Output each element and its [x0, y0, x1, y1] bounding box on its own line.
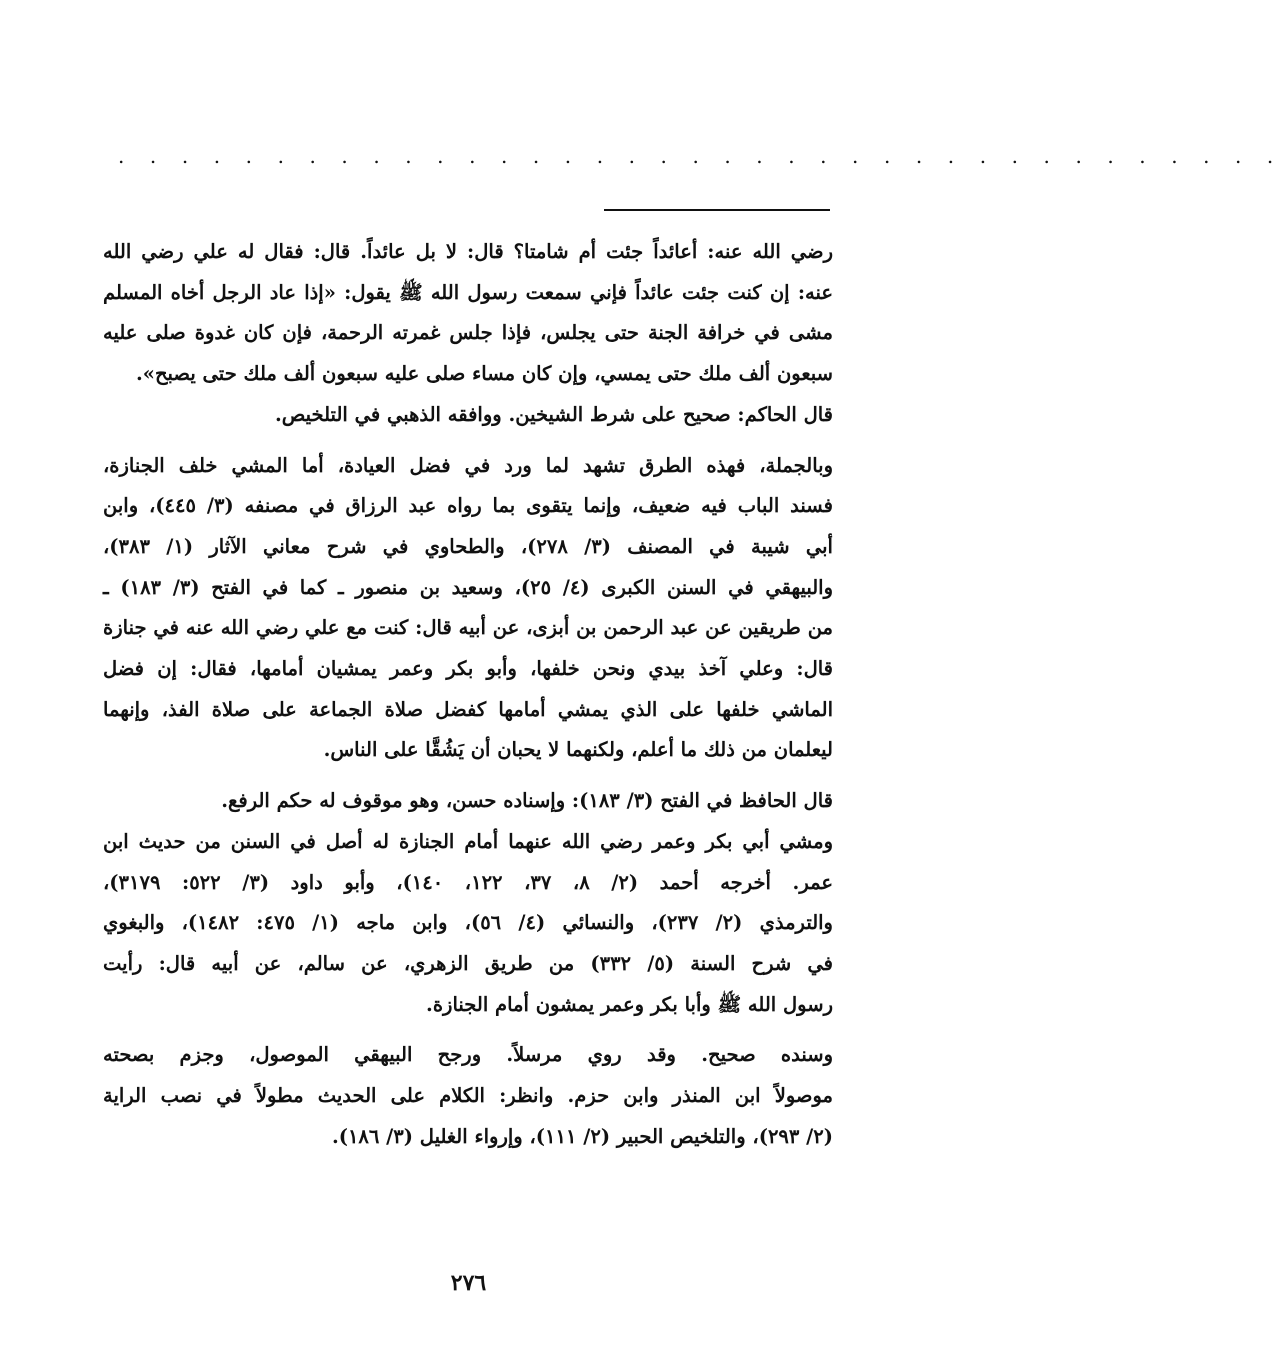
paragraph-3: [103, 781, 833, 1025]
text-line: فسند الباب فيه ضعيف، وإنما يتقوى بما رواه عبد الرزاق في مصنفه (٣/ ٤٤٥)، وابن: [103, 494, 833, 518]
paragraph-1: [103, 232, 833, 436]
text-line: الماشي خلفها على الذي يمشي أمامها كفضل صلاة الجماعة على صلاة الفذ، وإنهما: [103, 697, 833, 721]
text-line: والبيهقي في السنن الكبرى (٤/ ٢٥)، وسعيد بن منصور ـ كما في الفتح (٣/ ١٨٣) ـ: [103, 575, 833, 599]
text-line: رضي الله عنه: أعائداً جئت أم شامتا؟ قال: لا بل عائداً. قال: فقال له علي رضي الله: [103, 240, 833, 263]
text-line: قال الحافظ في الفتح (٣/ ١٨٣): وإسناده حسن، وهو موقوف له حكم الرفع.: [221, 789, 833, 813]
text-line: وبالجملة، فهذه الطرق تشهد لما ورد في فضل العيادة، أما المشي خلف الجنازة،: [103, 453, 833, 477]
text-line: عمر. أخرجه أحمد (٢/ ٨، ٣٧، ١٢٢، ١٤٠)، وأبو داود (٣/ ٥٢٢: ٣١٧٩)،: [103, 870, 833, 894]
footnote-text: [103, 232, 833, 1157]
text-line: في شرح السنة (٥/ ٣٣٢) من طريق الزهري، عن سالم، عن أبيه قال: رأيت: [103, 951, 833, 975]
text-line: وسنده صحيح. وقد روي مرسلاً. ورجح البيهقي الموصول، وجزم بصحته: [103, 1043, 833, 1067]
text-line: أبي شيبة في المصنف (٣/ ٢٧٨)، والطحاوي في شرح معاني الآثار (١/ ٣٨٣)،: [103, 534, 833, 558]
text-line: سبعون ألف ملك حتى يمسي، وإن كان مساء صلى عليه سبعون ألف ملك حتى يصبح».: [135, 362, 833, 386]
text-line: (٢/ ٢٩٣)، والتلخيص الحبير (٢/ ١١١)، وإرواء الغليل (٣/ ١٨٦).: [331, 1124, 833, 1148]
text-line: قال: وعلي آخذ بيدي ونحن خلفها، وأبو بكر وعمر يمشيان أمامها، فقال: إن فضل: [103, 657, 833, 681]
text-line: مشى في خرافة الجنة حتى يجلس، فإذا جلس غمرته الرحمة، فإن كان غدوة صلى عليه: [103, 321, 833, 345]
separator-dots: . . . . . . . . . . . . . . . . . . . . . . . . . . . . . . . . . . . . .: [118, 144, 1283, 168]
text-line: موصولاً ابن المنذر وابن حزم. وانظر: الكلام على الحديث مطولاً في نصب الراية: [103, 1084, 833, 1108]
footnote-rule: [604, 209, 830, 211]
page-number: ٢٧٦: [450, 1270, 487, 1296]
text-line: ليعلمان من ذلك ما أعلم، ولكنهما لا يحبان أن يَشُقَّا على الناس.: [323, 738, 833, 762]
text-line: والترمذي (٢/ ٢٣٧)، والنسائي (٤/ ٥٦)، وابن ماجه (١/ ٤٧٥: ١٤٨٢)، والبغوي: [103, 911, 833, 935]
text-line: عنه: إن كنت جئت عائداً فإني سمعت رسول الله ﷺ يقول: «إذا عاد الرجل أخاه المسلم: [103, 280, 833, 304]
text-line: قال الحاكم: صحيح على شرط الشيخين. ووافقه الذهبي في التلخيص.: [274, 402, 833, 426]
text-line: من طريقين عن عبد الرحمن بن أبزى، عن أبيه قال: كنت مع علي رضي الله عنه في جنازة: [103, 616, 833, 640]
paragraph-2: [103, 446, 833, 772]
paragraph-4: [103, 1035, 833, 1157]
text-line: ومشي أبي بكر وعمر رضي الله عنهما أمام الجنازة له أصل في السنن من حديث ابن: [103, 829, 833, 853]
text-line: رسول الله ﷺ وأبا بكر وعمر يمشون أمام الجنازة.: [426, 992, 833, 1016]
